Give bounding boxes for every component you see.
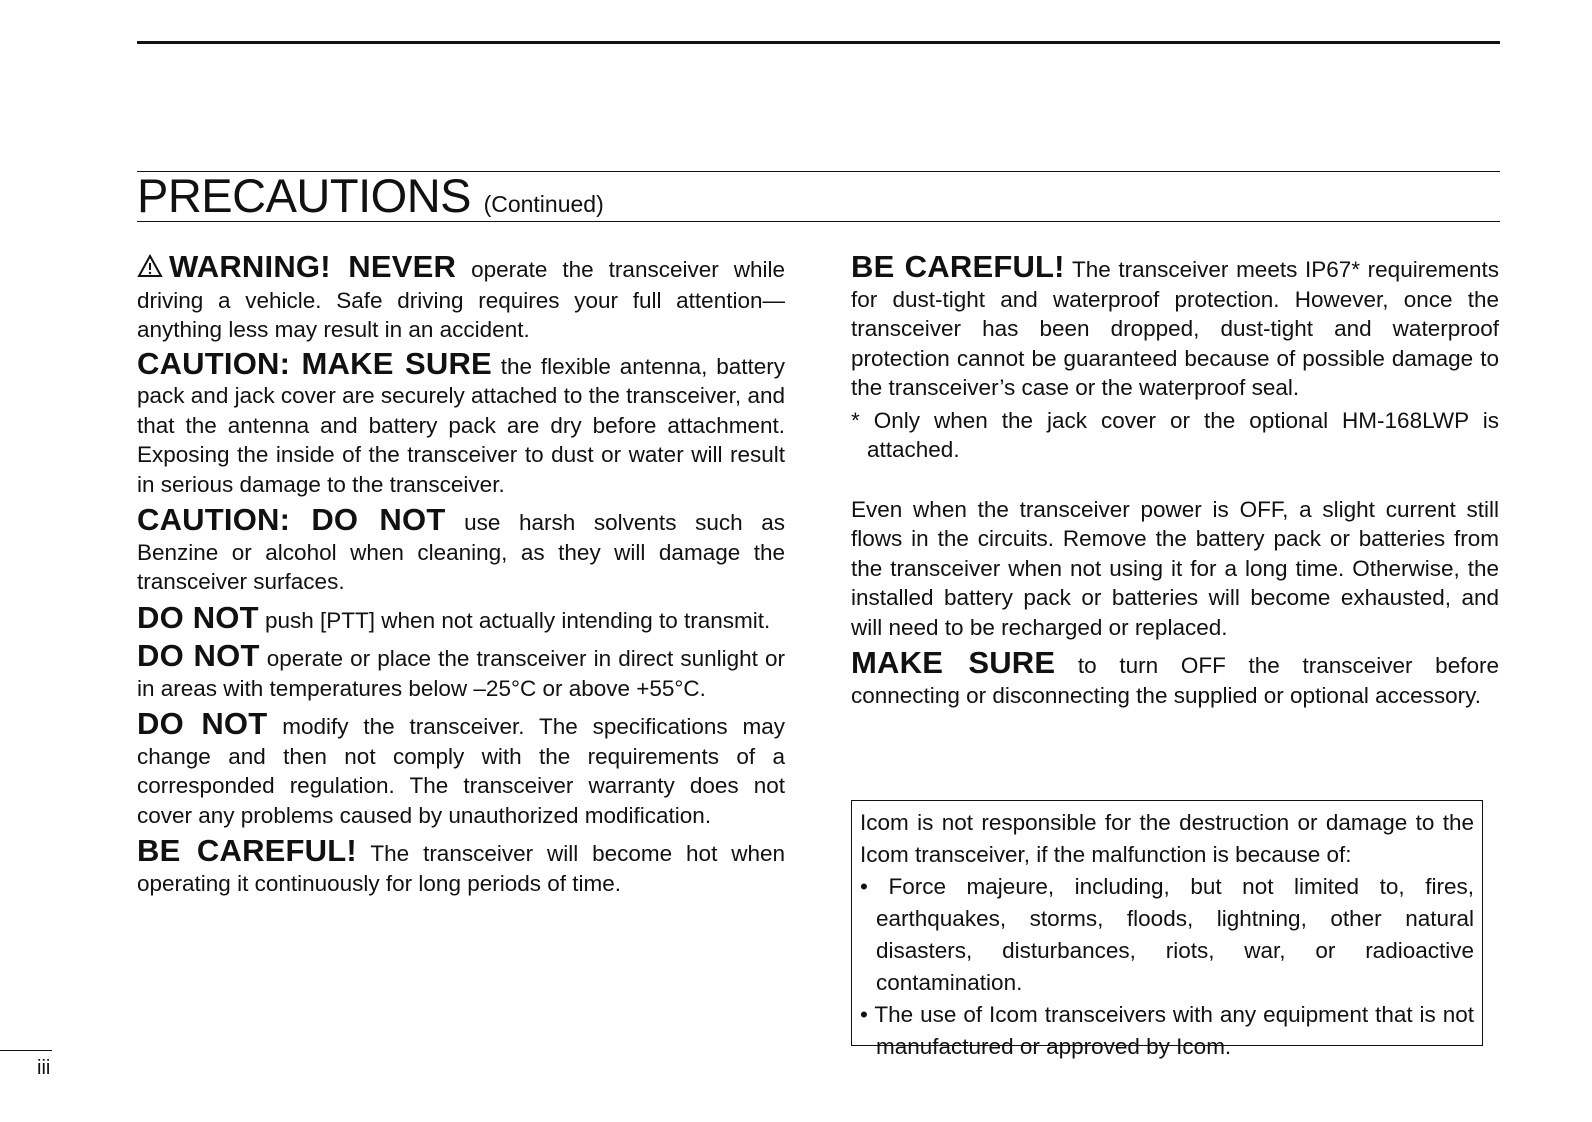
title-subtitle: (Continued) <box>483 191 604 217</box>
power-off-paragraph: Even when the transceiver power is OFF, a slight current still flows in the circuits. Remove the battery pack or batteries from the transceiver when not using it for a long time. Otherwise, the installed battery pack or batteries will become exhausted, and will need to be recharged or replaced. <box>851 496 1499 640</box>
title-rule-bottom <box>137 221 1500 222</box>
do-not-modify-paragraph <box>137 706 786 830</box>
warning-lead: WARNING! NEVER <box>169 249 457 284</box>
do-not-modify-lead: DO NOT <box>137 706 268 741</box>
do-not-ptt-lead: DO NOT <box>137 599 259 635</box>
left-column <box>137 249 786 898</box>
make-sure-accessory-lead: MAKE SURE <box>851 645 1056 680</box>
disclaimer-item: • The use of Icom transceivers with any equipment that is not manufactured or approved by Icom. <box>860 1002 1474 1059</box>
do-not-modify-text: modify the transceiver. The specifications may change and then not comply with the requirements of a corresponded regulation. The transceiver warranty does not cover any problems caused by unauthorized modification. <box>137 714 786 828</box>
make-sure-accessory-paragraph <box>851 645 1499 710</box>
right-column <box>851 249 1499 710</box>
be-careful-hot-lead: BE CAREFUL! <box>137 833 357 868</box>
do-not-sunlight-lead: DO NOT <box>137 638 260 673</box>
do-not-ptt-paragraph <box>137 599 785 636</box>
caution-make-sure-lead: CAUTION: MAKE SURE <box>137 345 492 381</box>
caution-do-not-text: use harsh solvents such as Benzine or alcohol when cleaning, as they will damage the transceiver surfaces. <box>137 510 785 594</box>
be-careful-ip67-text: The transceiver meets IP67* requirements for dust-tight and waterproof protection. However, once the transceiver has been dropped, dust-tight and waterproof protection cannot be guaranteed because of possible damage to the transceiver’s case or the waterproof seal. <box>851 257 1499 400</box>
be-careful-hot-text: The transceiver will become hot when operating it continuously for long periods of time. <box>137 841 785 896</box>
caution-make-sure-text: the flexible antenna, battery pack and jack cover are securely attached to the transceiver, and that the antenna and battery pack are dry before attachment. Exposing the inside of the transceiver to dust or water will result in serious damage to the transceiver. <box>137 353 785 497</box>
page-number: iii <box>37 1057 51 1079</box>
be-careful-ip67-paragraph <box>851 249 1499 403</box>
do-not-sunlight-text: operate or place the transceiver in direct sunlight or in areas with temperatures below –25°C or above +55°C. <box>137 646 786 701</box>
warning-paragraph <box>137 249 785 345</box>
warning-text: operate the transceiver while driving a vehicle. Safe driving requires your full attention—anything less may result in an accident. <box>137 257 785 342</box>
disclaimer-intro: Icom is not responsible for the destruction or damage to the Icom transceiver, if the malfunction is because of: <box>860 810 1474 867</box>
do-not-sunlight-paragraph <box>137 638 786 703</box>
caution-make-sure-paragraph <box>137 345 785 500</box>
page-title <box>137 169 604 228</box>
do-not-ptt-text: push [PTT] when not actually intending to transmit. <box>258 607 771 633</box>
ip67-footnote: * Only when the jack cover or the optional HM-168LWP is attached. <box>851 407 1499 462</box>
be-careful-ip67-lead: BE CAREFUL! <box>851 249 1065 284</box>
be-careful-hot-paragraph <box>137 833 785 898</box>
caution-do-not-lead: CAUTION: DO NOT <box>137 502 446 537</box>
disclaimer-item: • Force majeure, including, but not limited to, fires, earthquakes, storms, floods, lightning, other natural disasters, disturbances, riots, war, or radioactive contamination. <box>860 874 1474 995</box>
warning-triangle-icon <box>137 254 163 286</box>
disclaimer-box <box>851 800 1483 1059</box>
page-number-rule <box>0 1050 52 1051</box>
top-rule <box>137 41 1500 44</box>
title-text: PRECAUTIONS <box>137 169 471 222</box>
make-sure-accessory-text: to turn OFF the transceiver before connecting or disconnecting the supplied or optional accessory. <box>851 653 1499 708</box>
disclaimer-list <box>860 871 1474 1063</box>
caution-do-not-paragraph <box>137 502 785 597</box>
